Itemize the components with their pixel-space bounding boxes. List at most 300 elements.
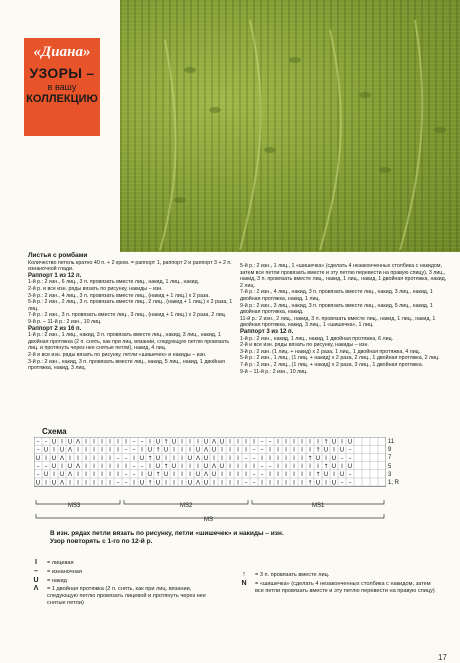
- ms3-label: MS3: [68, 503, 81, 509]
- chart-cell-symbol: I: [269, 454, 271, 462]
- chart-cell-symbol: –: [260, 463, 264, 470]
- chart-cell-symbol: –: [132, 446, 136, 454]
- row-number: 3: [388, 471, 392, 478]
- chart-cell-symbol: I: [109, 463, 111, 470]
- chart-cell-symbol: ↑: [323, 438, 329, 446]
- chart-cell-symbol: I: [117, 446, 119, 454]
- brand-tagline-2: в вашу: [47, 82, 77, 92]
- chart-cell-symbol: –: [260, 471, 264, 479]
- chart-cell-symbol: –: [124, 454, 128, 462]
- legend-item: [30, 560, 215, 567]
- rapport2-line: 9-й р.: 2 изн., 3 лиц., накид, 3 п. провязать вместе лиц., накид, 5 лиц., накид, 1 двойная протяжка, накид.: [240, 302, 433, 316]
- row-number: 1, R: [388, 479, 400, 486]
- chart-cell-symbol: U: [139, 454, 145, 462]
- schema-repeat: Узор повторять с 1-го по 12-й р.: [50, 538, 153, 545]
- chart-cell-symbol: I: [301, 454, 303, 462]
- chart-cell-symbol: I: [277, 463, 279, 470]
- chart-cell-symbol: U: [171, 463, 177, 470]
- chart-cell-symbol: I: [229, 479, 231, 487]
- chart-cell-symbol: I: [333, 471, 335, 479]
- legend-item: [30, 569, 215, 576]
- brand-name: «Диана»: [33, 44, 91, 60]
- row-number: 7: [388, 455, 392, 462]
- chart-cell-symbol: I: [69, 454, 71, 462]
- chart-cell-symbol: I: [165, 479, 167, 487]
- chart-cell-symbol: I: [229, 454, 231, 462]
- instructions-left-column: [28, 253, 235, 372]
- chart-cell-symbol: I: [85, 479, 87, 487]
- chart-cell-symbol: U: [59, 471, 65, 479]
- chart-cell-symbol: I: [269, 479, 271, 487]
- chart-cell-symbol: U: [155, 479, 161, 487]
- chart-cell-symbol: U: [155, 438, 161, 446]
- chart-cell-symbol: –: [124, 479, 128, 487]
- chart-cell-symbol: I: [93, 438, 95, 446]
- chart-cell-symbol: I: [53, 446, 55, 454]
- chart-cell-symbol: U: [331, 479, 337, 487]
- chart-cell-symbol: –: [116, 454, 120, 462]
- chart-cell-symbol: I: [293, 446, 295, 454]
- chart-cell-symbol: –: [140, 463, 144, 470]
- chart-cell-symbol: I: [285, 471, 287, 479]
- chart-cell-symbol: I: [181, 446, 183, 454]
- chart-cell-symbol: U: [35, 479, 41, 487]
- chart-cell-symbol: Λ: [75, 438, 81, 446]
- article-title: Листья с ромбами: [28, 252, 88, 259]
- chart-cell-symbol: ↑: [323, 463, 329, 470]
- chart-cell-symbol: I: [45, 454, 47, 462]
- chart-cell-symbol: I: [173, 454, 175, 462]
- legend-text: = накид: [47, 577, 67, 584]
- chart-cell-symbol: I: [117, 438, 119, 446]
- chart-cell-symbol: I: [301, 438, 303, 446]
- legend-left: [30, 560, 215, 609]
- chart-cell-symbol: U: [339, 471, 345, 479]
- chart-cell-symbol: I: [237, 438, 239, 446]
- chart-cell-symbol: I: [109, 471, 111, 479]
- chart-cell-symbol: Λ: [67, 446, 73, 454]
- chart-cell-symbol: –: [348, 454, 352, 462]
- legend-text: = лицевая: [47, 560, 74, 566]
- rapport3-line: 2-й и все изн. ряды вязать по рисунку, накиды – изн.: [240, 342, 369, 349]
- chart-cell-symbol: –: [124, 471, 128, 479]
- chart-cell-symbol: I: [213, 479, 215, 487]
- chart-cell-symbol: –: [252, 471, 256, 479]
- chart-cell-symbol: U: [203, 479, 209, 487]
- rapport2-heading: Раппорт 2 из 16 п.: [28, 325, 82, 332]
- rapport1-line: 7-й р.: 2 изн., 3 п. провязать вместе лиц., 3 лиц., (накид + 1 лиц.) x 2 раза, 2 лиц.: [28, 312, 227, 319]
- rapport3-line: 5-й р.: 2 изн., 1 лиц., (1 лиц. + накид) x 2 раза, 2 лиц., 1 двойная протяжка, 2 лиц.: [240, 355, 440, 362]
- chart-cell-symbol: –: [116, 479, 120, 487]
- chart-cell-symbol: I: [301, 471, 303, 479]
- chart-cell-symbol: Λ: [75, 463, 81, 470]
- chart-cell-symbol: –: [252, 446, 256, 454]
- chart-cell-symbol: I: [181, 463, 183, 470]
- chart-cell-symbol: I: [301, 479, 303, 487]
- legend-text: = «шишечка» (сделать 4 незаконченных столбика с накидом, затем все петли провязать вместе и эту петлю перевести на правую спицу): [255, 580, 435, 594]
- chart-cell-symbol: –: [36, 438, 40, 446]
- chart-cell-symbol: I: [149, 463, 151, 470]
- chart-cell-symbol: I: [93, 463, 95, 470]
- chart-cell-symbol: I: [301, 446, 303, 454]
- chart-cell-symbol: U: [211, 446, 217, 454]
- chart-cell-symbol: I: [181, 479, 183, 487]
- chart-cell-symbol: I: [117, 463, 119, 470]
- chart-cell-symbol: I: [173, 471, 175, 479]
- legend-symbol: Λ: [33, 585, 39, 593]
- chart-cell-symbol: I: [85, 471, 87, 479]
- chart-cell-symbol: I: [93, 471, 95, 479]
- chart-cell-symbol: I: [173, 479, 175, 487]
- chart-row-numbers: [388, 438, 399, 487]
- rapport1-line: 9-й р. – 11-й р.: 2 изн., 10 лиц.: [28, 318, 102, 325]
- rapport-brackets: [34, 498, 386, 531]
- schema-note: В изн. рядах петли вязать по рисунку, петли «шишечек» и накиды – изн.: [50, 530, 284, 537]
- chart-cell-symbol: I: [181, 454, 183, 462]
- chart-cell-symbol: I: [317, 463, 319, 470]
- chart-cell-symbol: –: [36, 446, 40, 454]
- legend-symbol: N: [241, 579, 247, 587]
- chart-cell-symbol: Λ: [59, 479, 65, 487]
- chart-cell-symbol: I: [269, 446, 271, 454]
- chart-cell-symbol: U: [339, 446, 345, 454]
- chart-cell-symbol: I: [245, 471, 247, 479]
- chart-cell-symbol: I: [221, 479, 223, 487]
- chart-cell-symbol: I: [277, 471, 279, 479]
- chart-cell-symbol: I: [333, 446, 335, 454]
- chart-cell-symbol: I: [125, 463, 127, 470]
- chart-cell-symbol: I: [53, 471, 55, 479]
- chart-cell-symbol: –: [348, 471, 352, 479]
- chart-cell-symbol: I: [237, 446, 239, 454]
- legend-item: [30, 578, 215, 585]
- chart-cell-symbol: U: [331, 463, 337, 470]
- chart-cell-symbol: I: [133, 454, 135, 462]
- chart-cell-symbol: I: [325, 454, 327, 462]
- chart-cell-symbol: I: [229, 463, 231, 470]
- chart-cell-symbol: U: [187, 454, 193, 462]
- chart-cell-symbol: I: [189, 463, 191, 470]
- chart-cell-symbol: –: [36, 463, 40, 470]
- chart-cell-symbol: ↑: [163, 463, 169, 470]
- chart-cell-symbol: Λ: [203, 471, 209, 479]
- chart-cell-symbol: I: [221, 471, 223, 479]
- chart-cell-symbol: I: [277, 454, 279, 462]
- chart-cell-symbol: I: [141, 471, 143, 479]
- chart-cell-symbol: I: [85, 446, 87, 454]
- chart-cell-symbol: I: [277, 438, 279, 446]
- chart-cell-symbol: I: [309, 446, 311, 454]
- chart-cell-symbol: I: [69, 479, 71, 487]
- chart-cell-symbol: I: [293, 438, 295, 446]
- chart-cell-symbol: U: [219, 463, 225, 470]
- schema-title: Схема: [42, 427, 67, 436]
- chart-cell-symbol: I: [101, 454, 103, 462]
- chart-cell-symbol: I: [181, 471, 183, 479]
- chart-cell-symbol: I: [197, 438, 199, 446]
- chart-cell-symbol: U: [203, 463, 209, 470]
- chart-cell-symbol: Λ: [195, 454, 201, 462]
- chart-cell-symbol: I: [285, 479, 287, 487]
- chart-cell-symbol: U: [51, 479, 57, 487]
- chart-cell-symbol: U: [315, 479, 321, 487]
- chart-cell-symbol: I: [285, 454, 287, 462]
- chart-cell-symbol: I: [181, 438, 183, 446]
- brand-tagline-3: КОЛЛЕКЦИЮ: [26, 93, 98, 105]
- chart-cell-symbol: I: [341, 438, 343, 446]
- chart-cell-symbol: U: [147, 471, 153, 479]
- ms-combined-label: MS: [204, 517, 213, 523]
- chart-cell-symbol: –: [268, 438, 272, 446]
- chart-cell-symbol: U: [347, 463, 353, 470]
- chart-cell-symbol: U: [51, 454, 57, 462]
- chart-cell-symbol: Λ: [211, 438, 217, 446]
- legend-text: = 1 двойная протяжка (2 п. снять, как при лиц. вязании, следующую петлю провязать лицевой и протянуть через нее снятые петли): [47, 586, 206, 606]
- chart-cell-symbol: I: [117, 471, 119, 479]
- article-intro: Количество петель кратно 40 п. + 2 кром. = раппорт 1, раппорт 2 и раппорт 3 + 2 п. изнаночной глади.: [28, 259, 232, 273]
- ms1-label: MS1: [312, 503, 325, 509]
- chart-cell-symbol: U: [147, 446, 153, 454]
- chart-cell-symbol: I: [237, 454, 239, 462]
- legend-symbol: U: [33, 576, 39, 584]
- chart-cell-symbol: I: [245, 438, 247, 446]
- brand-badge: [24, 38, 100, 136]
- chart-cell-symbol: I: [109, 446, 111, 454]
- chart-cell-symbol: –: [348, 446, 352, 454]
- chart-cell-symbol: –: [132, 438, 136, 446]
- chart-cell-symbol: –: [340, 454, 344, 462]
- chart-cell-symbol: I: [221, 454, 223, 462]
- chart-cell-symbol: U: [43, 446, 49, 454]
- rapport3-line: 9-й – 11-й р.: 2 изн., 10 лиц.: [240, 368, 308, 375]
- chart-cell-symbol: I: [173, 446, 175, 454]
- chart-cell-symbol: I: [269, 471, 271, 479]
- chart-cell-symbol: I: [45, 479, 47, 487]
- chart-cell-symbol: Λ: [211, 463, 217, 470]
- chart-cell-symbol: –: [268, 463, 272, 470]
- chart-cell-symbol: –: [140, 438, 144, 446]
- chart-cell-symbol: U: [203, 454, 209, 462]
- chart-cell-symbol: U: [67, 438, 73, 446]
- chart-cell-symbol: U: [43, 471, 49, 479]
- chart-cell-symbol: I: [189, 446, 191, 454]
- chart-cell-symbol: I: [317, 438, 319, 446]
- chart-cell-symbol: –: [340, 479, 344, 487]
- knitting-swatch-photo: [120, 0, 460, 252]
- chart-cell-symbol: I: [77, 446, 79, 454]
- chart-cell-symbol: U: [139, 479, 145, 487]
- chart-cell-symbol: I: [109, 454, 111, 462]
- knitting-chart-grid: [34, 437, 386, 494]
- chart-cell-symbol: ↑: [307, 479, 313, 487]
- legend-right: [238, 572, 438, 596]
- chart-cell-symbol: U: [163, 471, 169, 479]
- chart-cell-symbol: I: [101, 446, 103, 454]
- chart-cell-symbol: ↑: [147, 479, 153, 487]
- legend-item: [30, 586, 215, 606]
- rapport3-line: 1-й р.: 2 изн., накид, 1 лиц., накид, 1 двойная протяжка, 6 лиц.: [240, 335, 394, 342]
- chart-cell-symbol: I: [165, 454, 167, 462]
- chart-cell-symbol: U: [347, 438, 353, 446]
- chart-cell-symbol: ↑: [155, 471, 161, 479]
- chart-cell-symbol: I: [85, 454, 87, 462]
- legend-item: [238, 581, 438, 595]
- chart-cell-symbol: –: [252, 479, 256, 487]
- chart-cell-symbol: I: [325, 479, 327, 487]
- chart-cell-symbol: ↑: [315, 446, 321, 454]
- chart-cell-symbol: I: [301, 463, 303, 470]
- instructions-right-column: [240, 263, 450, 375]
- chart-cell-symbol: U: [59, 446, 65, 454]
- legend-item: [238, 572, 438, 579]
- chart-cell-symbol: U: [195, 471, 201, 479]
- chart-cell-symbol: U: [35, 454, 41, 462]
- brand-tagline-1: УЗОРЫ –: [29, 65, 95, 81]
- chart-cell-symbol: I: [213, 454, 215, 462]
- chart-cell-symbol: I: [253, 463, 255, 470]
- chart-cell-symbol: I: [277, 446, 279, 454]
- rapport1-line: 5-й р.: 2 изн., 2 лиц., 3 п. провязать вместе лиц., 2 лиц., (накид + 1 лиц.) x 2 раза, 1 лиц.: [28, 299, 233, 312]
- chart-cell-symbol: I: [133, 479, 135, 487]
- chart-cell-symbol: I: [149, 438, 151, 446]
- chart-cell-symbol: I: [237, 479, 239, 487]
- chart-cell-symbol: I: [261, 454, 263, 462]
- chart-cell-symbol: –: [260, 446, 264, 454]
- chart-cell-symbol: U: [315, 454, 321, 462]
- chart-cell-symbol: I: [229, 438, 231, 446]
- chart-cell-symbol: –: [44, 463, 48, 470]
- chart-cell-symbol: I: [309, 463, 311, 470]
- rapport2-line: 3-й р.: 2 изн., накид, 3 п. провязать вместе лиц., накид, 5 лиц., накид, 1 двойная протяжка, накид, 3 лиц.: [28, 358, 225, 372]
- chart-cell-symbol: I: [229, 446, 231, 454]
- legend-text: = 3 п. провязать вместе лиц.: [255, 572, 330, 578]
- leaf-pattern-overlay: [120, 0, 460, 252]
- chart-cell-symbol: –: [132, 471, 136, 479]
- chart-cell-symbol: U: [67, 463, 73, 470]
- chart-cell-symbol: I: [93, 479, 95, 487]
- chart-cell-symbol: I: [237, 463, 239, 470]
- chart-cell-symbol: I: [77, 471, 79, 479]
- chart-cell-symbol: I: [293, 454, 295, 462]
- chart-cell-symbol: I: [229, 471, 231, 479]
- chart-cell-symbol: I: [309, 438, 311, 446]
- chart-cell-symbol: –: [124, 446, 128, 454]
- legend-text: = изнаночная: [47, 568, 82, 575]
- chart-cell-symbol: I: [61, 438, 63, 446]
- rapport3-heading: Раппорт 3 из 12 п.: [240, 328, 294, 335]
- chart-cell-symbol: I: [293, 463, 295, 470]
- chart-cell-symbol: I: [261, 479, 263, 487]
- chart-cell-symbol: I: [277, 479, 279, 487]
- chart-cell-symbol: I: [61, 463, 63, 470]
- rapport1-heading: Раппорт 1 из 12 п.: [28, 272, 82, 279]
- chart-cell-symbol: –: [244, 479, 248, 487]
- ms2-label: MS2: [180, 503, 193, 509]
- chart-cell-symbol: U: [219, 438, 225, 446]
- chart-cell-symbol: ↑: [155, 446, 161, 454]
- chart-cell-symbol: I: [285, 446, 287, 454]
- chart-cell-symbol: I: [309, 471, 311, 479]
- rapport2-line: 1-й р.: 2 изн., 1 лиц., накид, 3 п. провязать вместе лиц., накид, 3 лиц., накид, 1 двойная протяжка (2 п. снять, как при лиц. вязании, следующую петлю провязать лиц. и протянуть через нее снятые петли), накид, 4 лиц.: [28, 332, 230, 352]
- chart-cell-symbol: U: [323, 446, 329, 454]
- chart-cell-symbol: ↑: [147, 454, 153, 462]
- chart-cell-symbol: U: [171, 438, 177, 446]
- rapport2-line: 7-й р.: 2 изн., 4 лиц., накид, 3 п. провязать вместе лиц., накид, 3 лиц., накид, 1 двойная протяжка, накид, 1 лиц.: [240, 289, 433, 302]
- schema-notes: [50, 530, 350, 546]
- chart-cell-symbol: I: [141, 446, 143, 454]
- row-number: 9: [388, 447, 392, 454]
- rapport2-line: 2-й и все изн. ряды вязать по рисунку, петли «шишечек» и накиды – изн.: [28, 351, 207, 358]
- chart-cell-symbol: I: [189, 438, 191, 446]
- chart-cell-symbol: ↑: [163, 438, 169, 446]
- chart-cell-symbol: I: [101, 471, 103, 479]
- chart-cell-symbol: Λ: [195, 479, 201, 487]
- rapport2-line: 5-й р.: 2 изн., 1 лиц., 1 «шишечка» (сделать 4 незаконченных столбика с накидом, затем все петли провязать вместе и эту петлю перевести на правую спицу), 3 лиц., накид, 3 п. провязать вместе лиц., накид, 1 лиц., накид, 1 двойная протяжка, накид, 2 лиц.: [240, 263, 447, 289]
- chart-cell-symbol: I: [101, 463, 103, 470]
- chart-cell-symbol: I: [109, 479, 111, 487]
- chart-cell-symbol: I: [93, 454, 95, 462]
- chart-cell-symbol: I: [101, 438, 103, 446]
- chart-cell-symbol: –: [44, 438, 48, 446]
- chart-cell-symbol: U: [155, 463, 161, 470]
- rapport1-line: 2-й р. и все изн. ряды вязать по рисунку, накиды – изн.: [28, 285, 163, 292]
- chart-cell-symbol: U: [163, 446, 169, 454]
- chart-cell-symbol: –: [132, 463, 136, 470]
- chart-cell-symbol: Λ: [67, 471, 73, 479]
- chart-cell-symbol: I: [197, 463, 199, 470]
- chart-cell-symbol: U: [155, 454, 161, 462]
- chart-cell-symbol: I: [285, 463, 287, 470]
- chart-cell-symbol: ↑: [315, 471, 321, 479]
- chart-cell-symbol: I: [341, 463, 343, 470]
- chart-cell-symbol: I: [221, 446, 223, 454]
- chart-cell-symbol: I: [189, 471, 191, 479]
- chart-cell-symbol: U: [211, 471, 217, 479]
- legend-symbol: I: [35, 559, 37, 566]
- rapport3-line: 7-й р.: 2 изн., 2 лиц., (1 лиц. + накид) x 2 раза, 3 лиц., 1 двойная протяжка.: [240, 361, 424, 368]
- chart-cell-symbol: ↑: [307, 454, 313, 462]
- chart-cell-symbol: I: [85, 438, 87, 446]
- chart-cell-symbol: Λ: [203, 446, 209, 454]
- chart-cell-symbol: U: [187, 479, 193, 487]
- rapport2-line: 11-й р.: 2 изн., 2 лиц., накид, 3 п. провязать вместе лиц., накид, 1 лиц., накид, 1 двойная протяжка, накид, 3 лиц., 1 «шишечка», 1 лиц.: [240, 315, 436, 329]
- chart-cell-symbol: U: [331, 454, 337, 462]
- chart-cell-symbol: I: [253, 438, 255, 446]
- chart-cell-symbol: U: [195, 446, 201, 454]
- chart-cell-symbol: I: [109, 438, 111, 446]
- rapport1-line: 3-й р.: 2 изн., 4 лиц., 3 п. провязать вместе лиц., (накид + 1 лиц.) x 2 раза.: [28, 292, 210, 299]
- chart-cell-symbol: U: [51, 463, 57, 470]
- chart-cell-symbol: U: [323, 471, 329, 479]
- chart-cell-symbol: –: [244, 454, 248, 462]
- chart-cell-symbol: Λ: [59, 454, 65, 462]
- chart-cell-symbol: I: [93, 446, 95, 454]
- chart-cell-symbol: –: [260, 438, 264, 446]
- knitting-chart-svg: [34, 437, 386, 489]
- chart-cell-symbol: U: [331, 438, 337, 446]
- row-number: 11: [388, 439, 395, 445]
- chart-cell-symbol: I: [101, 479, 103, 487]
- row-number: 5: [388, 463, 392, 470]
- chart-cell-symbol: I: [245, 463, 247, 470]
- chart-cell-symbol: I: [85, 463, 87, 470]
- chart-cell-symbol: I: [293, 479, 295, 487]
- legend-symbol: –: [34, 567, 38, 575]
- chart-cell-symbol: U: [203, 438, 209, 446]
- chart-cell-symbol: I: [245, 446, 247, 454]
- chart-cell-symbol: U: [51, 438, 57, 446]
- rapport3-line: 3-й р.: 2 изн. (1 лиц. + накид) x 2 раза, 1 лиц., 1 двойная протяжка, 4 лиц.: [240, 348, 421, 355]
